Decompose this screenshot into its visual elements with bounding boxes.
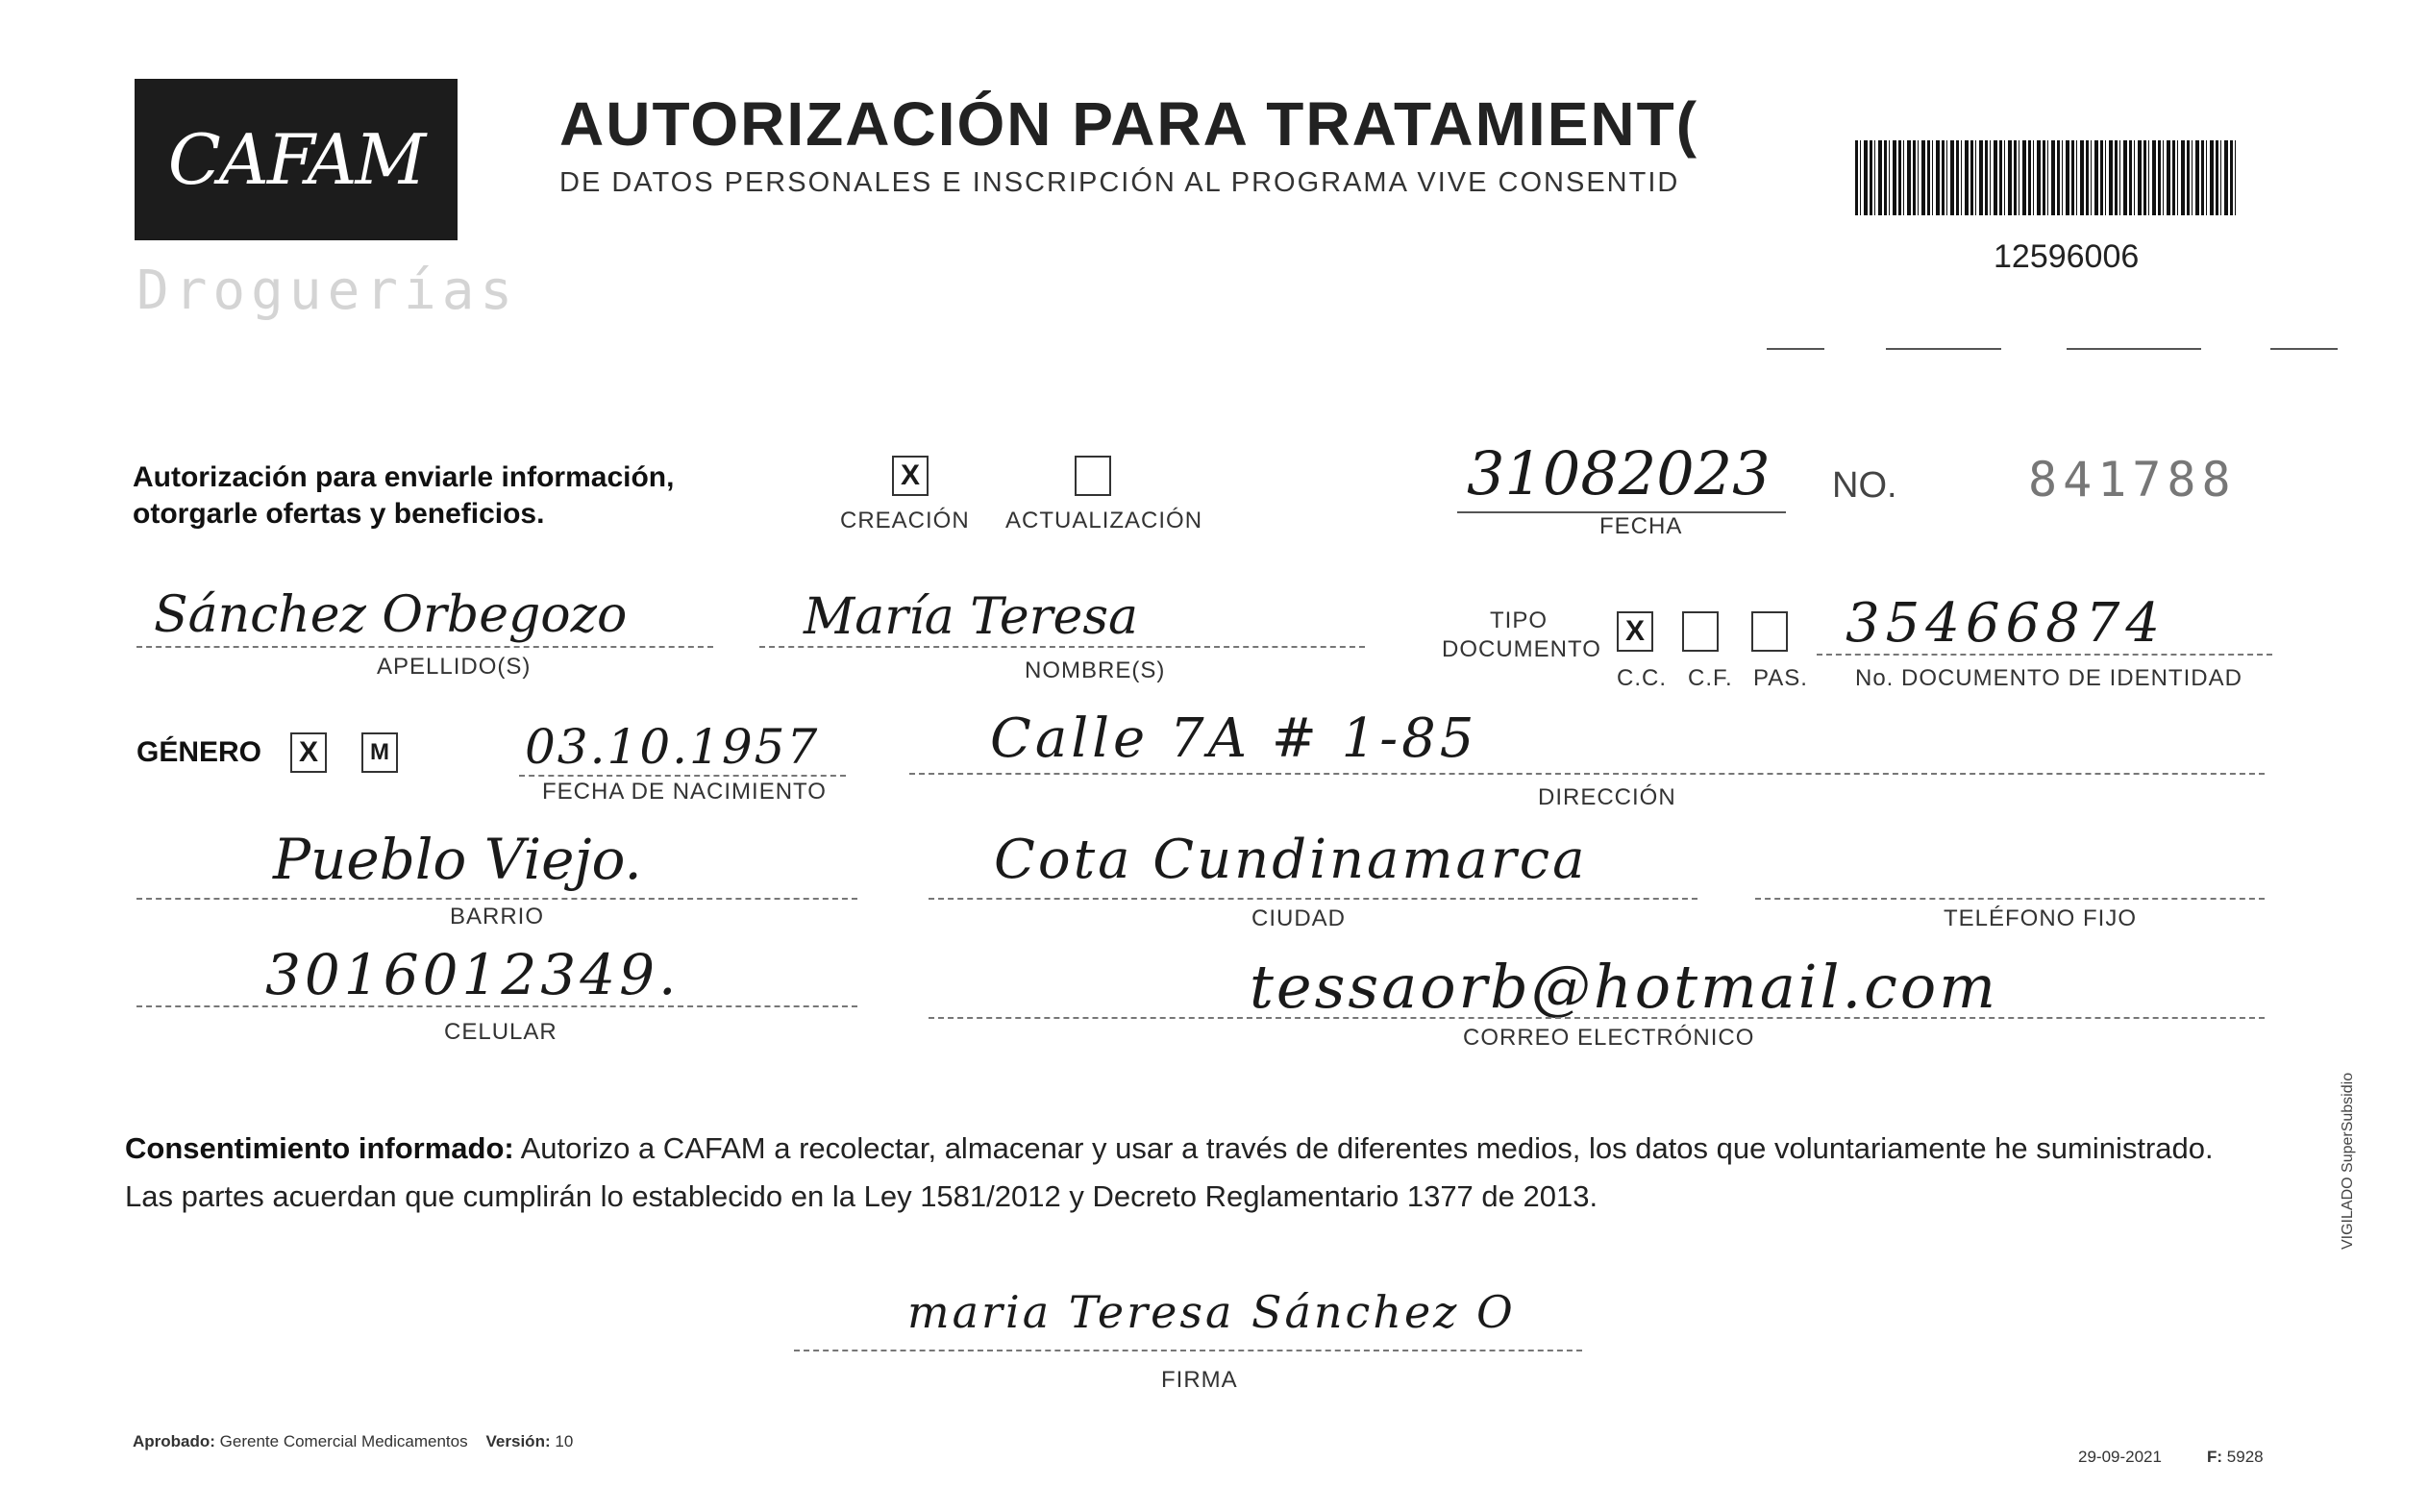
footer-date: 29-09-2021 [2078,1448,2162,1466]
aprobado-label: Aprobado: [133,1432,215,1450]
ciudad-label: CIUDAD [1251,905,1347,931]
divider [1886,348,2001,350]
genero-f-checkbox[interactable]: X [290,732,327,773]
footer-approved [133,1432,573,1451]
fecha-label: FECHA [1599,513,1683,539]
aprobado-value: Gerente Comercial Medicamentos [219,1432,468,1450]
genero-label: GÉNERO [136,736,262,768]
auth-text-line1: Autorización para enviarle información, [133,461,675,493]
barrio-label: BARRIO [450,904,545,930]
nacimiento-label: FECHA DE NACIMIENTO [542,779,827,805]
direccion-value[interactable]: Calle 7A # 1-85 [990,707,1478,770]
auth-text-line2: otorgarle ofertas y beneficios. [133,498,545,530]
nacimiento-value[interactable]: 03.10.1957 [525,719,820,775]
documento-id-label: No. DOCUMENTO DE IDENTIDAD [1855,665,2242,691]
barrio-line [136,898,857,900]
genero-m-checkbox[interactable]: M [361,732,398,773]
vigilado-mark: VIGILADO SuperSubsidio [2340,1072,2356,1250]
pas-checkbox[interactable] [1751,611,1788,652]
logo-text: CAFAM [167,119,425,200]
footer-form [2207,1448,2264,1467]
barcode [1855,140,2238,215]
creacion-label: CREACIÓN [840,508,970,533]
actualizacion-checkbox[interactable] [1075,456,1111,496]
nacimiento-line [519,775,846,777]
divider [1767,348,1824,350]
logo-subtitle: Droguerías [136,260,519,322]
divider [2067,348,2201,350]
cf-label: C.F. [1688,665,1733,691]
direccion-line [909,773,2265,775]
telefono-line [1755,898,2265,900]
actualizacion-label: ACTUALIZACIÓN [1005,508,1203,533]
f-value: 5928 [2226,1448,2264,1466]
cc-checkbox[interactable]: X [1617,611,1653,652]
apellidos-value[interactable]: Sánchez Orbegozo [154,586,628,644]
cafam-logo [135,79,458,240]
version-label: Versión: [485,1432,551,1450]
documento-line [1817,654,2272,656]
pas-label: PAS. [1753,665,1808,691]
tipo-label: TIPO [1490,607,1548,633]
correo-value[interactable]: tessaorb@hotmail.com [1250,952,1998,1022]
nombres-line [759,646,1365,648]
version-value: 10 [555,1432,574,1450]
fecha-value[interactable]: 31082023 [1467,438,1771,508]
barrio-value[interactable]: Pueblo Viejo. [273,827,642,892]
divider [2270,348,2338,350]
nombres-label: NOMBRE(S) [1025,657,1166,683]
consent-text-1: Autorizo a CAFAM a recolectar, almacenar y usar a través de diferentes medios, los datos que voluntariamente he suministrado. [513,1131,2214,1165]
celular-value[interactable]: 3016012349. [265,942,681,1007]
signature-value: maria Teresa Sánchez O [907,1286,1516,1338]
apellidos-label: APELLIDO(S) [377,654,532,680]
f-label: F: [2207,1448,2223,1466]
barcode-number: 12596006 [1994,238,2140,275]
consent-text-2: Las partes acuerdan que cumplirán lo establecido en la Ley 1581/2012 y Decreto Reglamentario 1377 de 2013. [125,1179,1598,1213]
documento-value[interactable]: 35466874 [1846,592,2167,655]
celular-label: CELULAR [444,1019,557,1045]
consent-paragraph [125,1125,2278,1221]
signature-label: FIRMA [1161,1367,1238,1393]
form-title: AUTORIZACIÓN PARA TRATAMIENT( [559,89,1698,159]
no-label: NO. [1832,465,1897,506]
ciudad-value[interactable]: Cota Cundinamarca [994,829,1588,891]
ciudad-line [929,898,1697,900]
correo-line [929,1017,2265,1019]
no-value: 841788 [2028,452,2237,508]
correo-label: CORREO ELECTRÓNICO [1463,1025,1755,1051]
nombres-value[interactable]: María Teresa [804,588,1139,646]
consent-lead: Consentimiento informado: [125,1131,514,1165]
cf-checkbox[interactable] [1682,611,1719,652]
documento-label: DOCUMENTO [1442,636,1601,662]
signature-line [794,1350,1582,1351]
celular-line [136,1005,857,1007]
direccion-label: DIRECCIÓN [1538,784,1676,810]
creacion-checkbox[interactable]: X [892,456,929,496]
cc-label: C.C. [1617,665,1667,691]
apellidos-line [136,646,713,648]
form-subtitle: DE DATOS PERSONALES E INSCRIPCIÓN AL PROGRAMA VIVE CONSENTID [559,167,1680,198]
telefono-label: TELÉFONO FIJO [1944,905,2138,931]
